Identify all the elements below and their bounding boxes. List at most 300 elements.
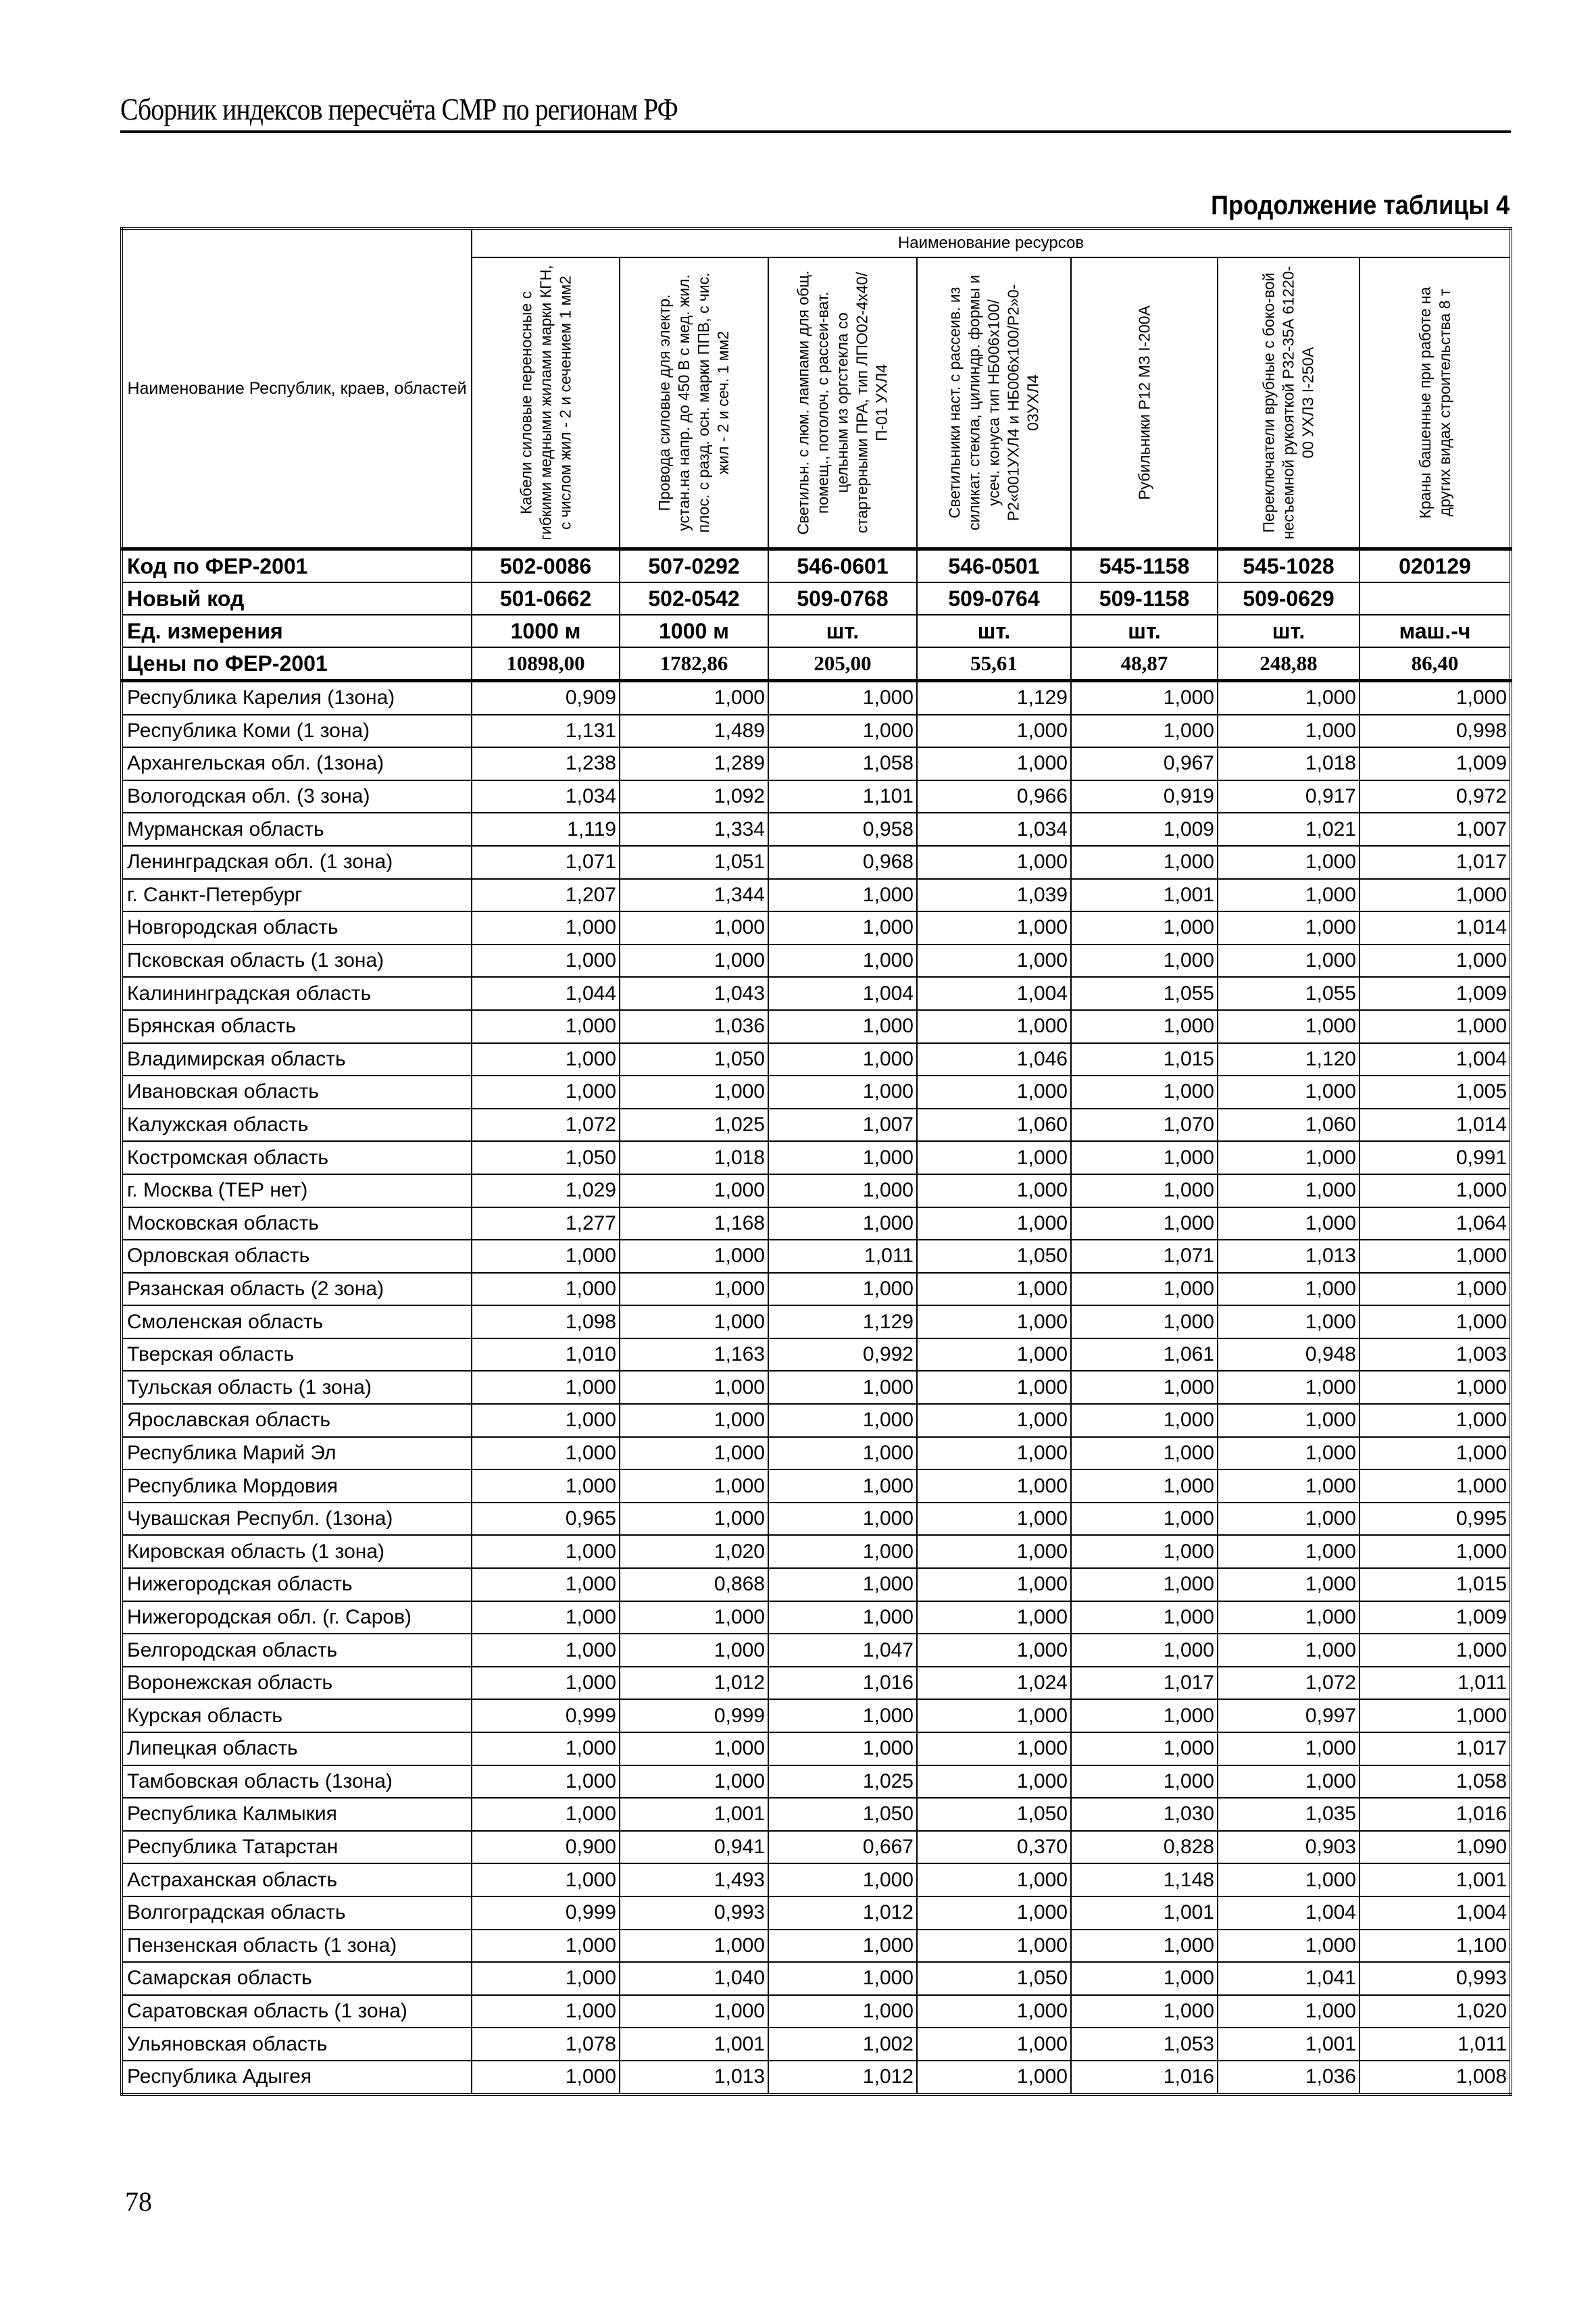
index-value: 1,000 (917, 1371, 1071, 1404)
resource-name: Переключатели врубные с боко-вой несъемной рукояткой Р32-35А 61220-00 УХЛЗ I-250А (1260, 266, 1317, 540)
index-value: 1,000 (1218, 879, 1360, 912)
region-column-header: Наименование Республик, краев, областей (122, 228, 472, 549)
region-name: Республика Адыгея (122, 2061, 472, 2094)
meta-label: Цены по ФЕР-2001 (122, 647, 472, 681)
index-value: 1,000 (1071, 1305, 1218, 1338)
index-value: 1,070 (1071, 1109, 1218, 1142)
region-name: Белгородская область (122, 1634, 472, 1667)
index-value: 1,000 (620, 1076, 768, 1109)
table-row (122, 1273, 1511, 1306)
index-value: 1,012 (768, 1896, 917, 1930)
meta-value: 501-0662 (472, 582, 620, 615)
index-value: 1,000 (768, 1043, 917, 1076)
table-row (122, 1503, 1511, 1536)
index-value: 1,000 (917, 1338, 1071, 1372)
table-row (122, 2061, 1511, 2094)
index-value: 1,000 (472, 1010, 620, 1043)
region-name: Воронежская область (122, 1667, 472, 1700)
index-value: 1,000 (1218, 1469, 1360, 1503)
region-name: Ивановская область (122, 1076, 472, 1109)
index-value: 0,972 (1360, 780, 1511, 813)
table-row (122, 1732, 1511, 1765)
index-value: 1,061 (1071, 1338, 1218, 1372)
index-value: 1,131 (472, 715, 620, 748)
meta-value: 502-0542 (620, 582, 768, 615)
index-value: 1,000 (472, 1240, 620, 1273)
table-row (122, 1240, 1511, 1273)
region-name: Московская область (122, 1207, 472, 1240)
table-row (122, 945, 1511, 978)
index-value: 1,016 (1071, 2061, 1218, 2094)
index-value: 1,000 (1360, 1469, 1511, 1503)
index-value: 1,000 (472, 1798, 620, 1831)
index-value: 1,017 (1360, 1732, 1511, 1765)
region-name: Новгородская область (122, 911, 472, 945)
index-value: 1,000 (1360, 879, 1511, 912)
index-value: 1,008 (1360, 2061, 1511, 2094)
index-value: 1,050 (917, 1240, 1071, 1273)
region-name: Ленинградская обл. (1 зона) (122, 846, 472, 879)
index-value: 1,163 (620, 1338, 768, 1372)
index-value: 1,009 (1360, 977, 1511, 1010)
index-value: 0,999 (472, 1896, 620, 1930)
index-value: 1,000 (1071, 1141, 1218, 1174)
table-row (122, 1995, 1511, 2028)
index-value: 1,060 (917, 1109, 1071, 1142)
region-rows (122, 681, 1511, 2094)
region-name: г. Санкт-Петербург (122, 879, 472, 912)
index-value: 1,015 (1360, 1568, 1511, 1601)
resource-column-header (1071, 257, 1218, 549)
index-value: 1,000 (1218, 1601, 1360, 1634)
index-value: 1,000 (1218, 1568, 1360, 1601)
index-value: 1,000 (620, 1995, 768, 2028)
index-value: 1,000 (768, 1437, 917, 1470)
index-value: 1,289 (620, 747, 768, 780)
index-value: 1,000 (1360, 1535, 1511, 1568)
index-value: 1,000 (1360, 1240, 1511, 1273)
region-name: Республика Мордовия (122, 1469, 472, 1503)
index-value: 1,000 (1218, 1437, 1360, 1470)
index-value: 0,917 (1218, 780, 1360, 813)
index-value: 1,101 (768, 780, 917, 813)
index-value: 1,030 (1071, 1798, 1218, 1831)
index-value: 1,000 (620, 945, 768, 978)
index-value: 1,004 (1360, 1896, 1511, 1930)
index-value: 1,207 (472, 879, 620, 912)
meta-value: 545-1028 (1218, 549, 1360, 583)
index-value: 1,013 (1218, 1240, 1360, 1273)
index-value: 1,000 (768, 1469, 917, 1503)
index-value: 0,968 (768, 846, 917, 879)
index-value: 1,000 (768, 911, 917, 945)
region-name: Саратовская область (1 зона) (122, 1995, 472, 2028)
index-value: 1,029 (472, 1174, 620, 1207)
meta-value: 509-0764 (917, 582, 1071, 615)
meta-value: шт. (768, 615, 917, 647)
index-value: 1,039 (917, 879, 1071, 912)
index-value: 1,000 (917, 1995, 1071, 2028)
index-value: 1,000 (917, 1896, 1071, 1930)
region-name: г. Москва (ТЕР нет) (122, 1174, 472, 1207)
index-value: 1,040 (620, 1962, 768, 1995)
index-value: 1,000 (620, 1437, 768, 1470)
table-row (122, 1076, 1511, 1109)
region-name: Брянская область (122, 1010, 472, 1043)
index-value: 1,004 (1218, 1896, 1360, 1930)
index-value: 1,050 (472, 1141, 620, 1174)
index-value: 1,000 (1071, 911, 1218, 945)
index-value: 1,000 (1071, 1732, 1218, 1765)
index-value: 1,072 (1218, 1667, 1360, 1700)
index-value: 1,034 (472, 780, 620, 813)
table-row (122, 1404, 1511, 1437)
meta-value: 546-0601 (768, 549, 917, 583)
index-value: 1,000 (768, 945, 917, 978)
index-value: 1,034 (917, 813, 1071, 846)
index-value: 0,993 (620, 1896, 768, 1930)
region-name: Нижегородская область (122, 1568, 472, 1601)
index-value: 1,000 (620, 1765, 768, 1799)
table-row (122, 1535, 1511, 1568)
index-value: 1,046 (917, 1043, 1071, 1076)
table-row (122, 1930, 1511, 1963)
index-value: 1,025 (620, 1109, 768, 1142)
index-value: 1,148 (1071, 1863, 1218, 1896)
index-value: 1,011 (1360, 2028, 1511, 2061)
index-value: 1,000 (917, 715, 1071, 748)
index-value: 0,903 (1218, 1831, 1360, 1864)
index-value: 1,000 (917, 1404, 1071, 1437)
table-row (122, 1043, 1511, 1076)
region-name: Костромская область (122, 1141, 472, 1174)
resource-column-header (1360, 257, 1511, 549)
region-name: Владимирская область (122, 1043, 472, 1076)
index-value: 1,000 (1071, 1634, 1218, 1667)
index-value: 1,000 (620, 681, 768, 715)
index-value: 0,999 (472, 1699, 620, 1732)
index-value: 1,002 (768, 2028, 917, 2061)
index-value: 1,000 (1071, 1765, 1218, 1799)
table-row (122, 1305, 1511, 1338)
index-value: 1,000 (1218, 681, 1360, 715)
index-value: 1,000 (768, 1503, 917, 1536)
region-name: Волгоградская область (122, 1896, 472, 1930)
index-value: 0,997 (1218, 1699, 1360, 1732)
index-value: 1,000 (1071, 1076, 1218, 1109)
index-value: 1,000 (472, 1404, 620, 1437)
index-value: 1,055 (1071, 977, 1218, 1010)
index-value: 1,000 (472, 1469, 620, 1503)
meta-value: 1782,86 (620, 647, 768, 681)
index-value: 1,100 (1360, 1930, 1511, 1963)
index-value: 1,092 (620, 780, 768, 813)
index-value: 1,000 (620, 1305, 768, 1338)
index-value: 1,000 (1071, 1930, 1218, 1963)
index-value: 1,001 (1071, 1896, 1218, 1930)
index-value: 1,000 (472, 2061, 620, 2094)
meta-label: Новый код (122, 582, 472, 615)
index-value: 1,000 (1071, 1535, 1218, 1568)
index-value: 1,000 (917, 911, 1071, 945)
region-name: Курская область (122, 1699, 472, 1732)
index-value: 1,000 (1071, 1404, 1218, 1437)
index-value: 0,948 (1218, 1338, 1360, 1372)
index-value: 1,000 (472, 1437, 620, 1470)
index-value: 1,000 (1218, 1371, 1360, 1404)
index-value: 1,009 (1360, 747, 1511, 780)
index-value: 1,000 (1071, 1273, 1218, 1306)
index-value: 0,828 (1071, 1831, 1218, 1864)
index-value: 1,016 (768, 1667, 917, 1700)
index-value: 1,000 (1071, 1699, 1218, 1732)
table-row (122, 1141, 1511, 1174)
region-name: Калужская область (122, 1109, 472, 1142)
meta-label: Ед. измерения (122, 615, 472, 647)
index-value: 1,119 (472, 813, 620, 846)
table-row (122, 2028, 1511, 2061)
index-value: 1,000 (1360, 1010, 1511, 1043)
table-row (122, 879, 1511, 912)
index-value: 1,493 (620, 1863, 768, 1896)
running-head: Сборник индексов пересчёта СМР по регионам РФ (120, 92, 678, 126)
index-value: 1,012 (620, 1667, 768, 1700)
index-value: 1,050 (917, 1798, 1071, 1831)
region-name: Тульская область (1 зона) (122, 1371, 472, 1404)
meta-value: 509-0768 (768, 582, 917, 615)
index-value: 1,000 (1071, 1568, 1218, 1601)
region-name: Псковская область (1 зона) (122, 945, 472, 978)
region-name: Пензенская область (1 зона) (122, 1930, 472, 1963)
index-value: 0,998 (1360, 715, 1511, 748)
region-name: Республика Татарстан (122, 1831, 472, 1864)
index-value: 1,000 (620, 911, 768, 945)
index-value: 1,000 (472, 1535, 620, 1568)
index-value: 1,035 (1218, 1798, 1360, 1831)
index-value: 1,000 (917, 747, 1071, 780)
index-value: 0,941 (620, 1831, 768, 1864)
index-value: 1,277 (472, 1207, 620, 1240)
table-row (122, 1667, 1511, 1700)
resource-name: Рубильники Р12 МЗ I-200А (1135, 305, 1153, 500)
index-value: 1,025 (768, 1765, 917, 1799)
region-name: Кировская область (1 зона) (122, 1535, 472, 1568)
meta-value: 1000 м (620, 615, 768, 647)
index-value: 1,000 (472, 945, 620, 978)
meta-value: 248,88 (1218, 647, 1360, 681)
region-name: Рязанская область (2 зона) (122, 1273, 472, 1306)
meta-label: Код по ФЕР-2001 (122, 549, 472, 583)
region-name: Республика Марий Эл (122, 1437, 472, 1470)
table-row (122, 1831, 1511, 1864)
index-value: 1,000 (1360, 1371, 1511, 1404)
table-row (122, 1699, 1511, 1732)
index-value: 1,001 (1071, 879, 1218, 912)
region-name: Самарская область (122, 1962, 472, 1995)
index-value: 1,000 (1360, 1305, 1511, 1338)
index-value: 0,919 (1071, 780, 1218, 813)
index-value: 1,000 (472, 1732, 620, 1765)
table-row (122, 1765, 1511, 1799)
meta-value: 10898,00 (472, 647, 620, 681)
table-row (122, 1437, 1511, 1470)
index-value: 1,000 (1218, 1995, 1360, 2028)
index-value: 1,050 (768, 1798, 917, 1831)
resources-group-header: Наименование ресурсов (472, 228, 1511, 257)
index-value: 1,000 (1218, 1076, 1360, 1109)
index-value: 1,000 (917, 2028, 1071, 2061)
index-value: 1,000 (917, 1863, 1071, 1896)
region-name: Смоленская область (122, 1305, 472, 1338)
index-value: 1,000 (1071, 1437, 1218, 1470)
index-value: 1,071 (1071, 1240, 1218, 1273)
index-value: 1,000 (917, 1503, 1071, 1536)
table-row (122, 911, 1511, 945)
index-value: 1,000 (620, 1371, 768, 1404)
index-value: 1,001 (1218, 2028, 1360, 2061)
index-value: 1,000 (768, 1601, 917, 1634)
index-value: 1,053 (1071, 2028, 1218, 2061)
index-value: 1,000 (472, 1043, 620, 1076)
index-value: 1,044 (472, 977, 620, 1010)
index-value: 1,000 (917, 2061, 1071, 2094)
index-value: 1,000 (768, 1141, 917, 1174)
table-row (122, 780, 1511, 813)
meta-value: шт. (1218, 615, 1360, 647)
index-value: 1,000 (917, 1174, 1071, 1207)
index-value: 1,000 (1360, 945, 1511, 978)
index-value: 1,000 (917, 1765, 1071, 1799)
index-value: 1,000 (768, 1010, 917, 1043)
table-header (122, 228, 1511, 549)
index-value: 1,000 (1071, 945, 1218, 978)
index-value: 1,018 (1218, 747, 1360, 780)
table-row (122, 1109, 1511, 1142)
index-value: 1,000 (1218, 846, 1360, 879)
index-value: 1,120 (1218, 1043, 1360, 1076)
table-row (122, 846, 1511, 879)
resource-column-header (1218, 257, 1360, 549)
index-value: 1,129 (768, 1305, 917, 1338)
index-value: 1,014 (1360, 911, 1511, 945)
index-value: 1,017 (1071, 1667, 1218, 1700)
resource-name: Кабели силовые переносные с гибкими медными жилами марки КГН, с числом жил - 2 и сечением 1 мм2 (517, 265, 574, 540)
index-value: 1,000 (768, 1699, 917, 1732)
index-value: 1,000 (1218, 1207, 1360, 1240)
table-row (122, 1568, 1511, 1601)
index-value: 1,000 (768, 1371, 917, 1404)
index-value: 1,000 (1071, 1995, 1218, 2028)
index-value: 1,007 (1360, 813, 1511, 846)
index-value: 1,050 (620, 1043, 768, 1076)
index-value: 1,012 (768, 2061, 917, 2094)
index-value: 0,965 (472, 1503, 620, 1536)
index-value: 1,000 (620, 1469, 768, 1503)
index-value: 1,000 (1218, 1535, 1360, 1568)
index-value: 1,001 (620, 1798, 768, 1831)
resource-meta-rows (122, 549, 1511, 681)
index-value: 1,000 (768, 715, 917, 748)
index-value: 1,000 (472, 1634, 620, 1667)
index-value: 1,000 (1218, 1863, 1360, 1896)
index-value: 1,344 (620, 879, 768, 912)
index-value: 1,000 (620, 1930, 768, 1963)
index-value: 1,000 (472, 911, 620, 945)
index-value: 0,992 (768, 1338, 917, 1372)
index-value: 1,000 (620, 1634, 768, 1667)
region-name: Нижегородская обл. (г. Саров) (122, 1601, 472, 1634)
index-value: 1,007 (768, 1109, 917, 1142)
table-row (122, 715, 1511, 748)
index-value: 1,000 (1071, 715, 1218, 748)
index-value: 1,036 (620, 1010, 768, 1043)
index-value: 1,000 (1218, 1305, 1360, 1338)
index-value: 1,000 (1360, 681, 1511, 715)
index-value: 0,967 (1071, 747, 1218, 780)
resource-name: Краны башенные при работе на других видах строительства 8 т (1416, 286, 1453, 519)
index-value: 1,000 (472, 1667, 620, 1700)
index-value: 1,000 (1360, 1404, 1511, 1437)
region-name: Архангельская обл. (1зона) (122, 747, 472, 780)
index-value: 1,009 (1360, 1601, 1511, 1634)
index-value: 1,000 (1218, 1141, 1360, 1174)
region-name: Вологодская обл. (3 зона) (122, 780, 472, 813)
index-value: 1,000 (620, 1174, 768, 1207)
index-value: 1,020 (620, 1535, 768, 1568)
index-value: 1,051 (620, 846, 768, 879)
region-name: Республика Коми (1 зона) (122, 715, 472, 748)
meta-value: 509-1158 (1071, 582, 1218, 615)
index-value: 1,000 (1360, 1174, 1511, 1207)
index-value: 0,370 (917, 1831, 1071, 1864)
index-value: 1,000 (1218, 1273, 1360, 1306)
table-row (122, 1174, 1511, 1207)
index-value: 1,000 (1071, 1010, 1218, 1043)
index-value: 1,050 (917, 1962, 1071, 1995)
region-name: Республика Карелия (1зона) (122, 681, 472, 715)
resource-name: Светильн. с люм. лампами для общ. помещ., потолоч. с рассеи-ват. цельным из оргстекла со стартерными ПРА, тип ЛПО02-4х40/П-01 УХЛ4 (794, 270, 891, 535)
meta-value (1360, 582, 1511, 615)
index-value: 0,900 (472, 1831, 620, 1864)
index-value: 1,016 (1360, 1798, 1511, 1831)
resource-name: Светильники наст. с рассеив. из силикат. стекла, цилиндр. формы и усеч. конуса тип НБ006х100/Р2«001УХЛ4 и НБ006х100/Р2»0-03УХЛ4 (945, 274, 1042, 531)
index-value: 1,000 (768, 1076, 917, 1109)
region-name: Тамбовская область (1зона) (122, 1765, 472, 1799)
index-value: 1,000 (917, 945, 1071, 978)
index-value: 1,000 (620, 1240, 768, 1273)
index-value: 1,072 (472, 1109, 620, 1142)
index-value: 1,000 (768, 1404, 917, 1437)
meta-value: 205,00 (768, 647, 917, 681)
index-value: 1,000 (1218, 1634, 1360, 1667)
index-value: 1,000 (1218, 911, 1360, 945)
region-name: Орловская область (122, 1240, 472, 1273)
index-value: 1,000 (917, 1010, 1071, 1043)
index-value: 1,000 (620, 1503, 768, 1536)
index-value: 1,003 (1360, 1338, 1511, 1372)
index-value: 1,018 (620, 1141, 768, 1174)
index-value: 1,000 (917, 1141, 1071, 1174)
index-value: 1,004 (768, 977, 917, 1010)
new-code-row (122, 582, 1511, 615)
index-value: 1,334 (620, 813, 768, 846)
table-row (122, 1601, 1511, 1634)
index-value: 1,000 (620, 1273, 768, 1306)
index-value: 1,000 (472, 1995, 620, 2028)
index-value: 1,000 (768, 1273, 917, 1306)
table-row (122, 1962, 1511, 1995)
index-value: 1,060 (1218, 1109, 1360, 1142)
